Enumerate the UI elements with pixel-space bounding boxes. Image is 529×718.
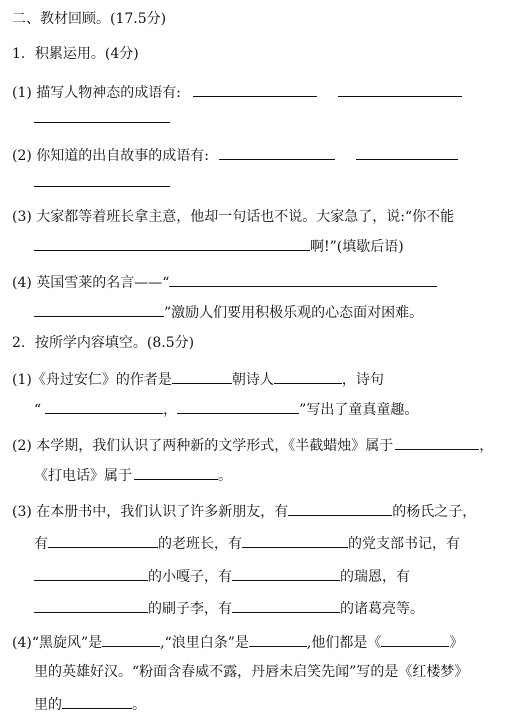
q1-item-1 bbox=[12, 82, 462, 102]
text-xiao-gazi: 的小嘎子，有 bbox=[148, 569, 232, 585]
answer-blank[interactable] bbox=[34, 566, 148, 581]
text-de: 里的 bbox=[34, 697, 62, 713]
text-squad-leader: 的老班长，有 bbox=[158, 536, 242, 552]
answer-blank[interactable] bbox=[242, 533, 348, 548]
q2-item-3-cont-2 bbox=[34, 566, 410, 586]
period: 。 bbox=[132, 697, 146, 713]
q1-item-4-text: (4) 英国雪莱的名言——“ bbox=[12, 275, 170, 291]
q2-item-4-cont-2 bbox=[34, 694, 146, 714]
q2-item-4-text-2: ,“浪里白条”是 bbox=[160, 635, 249, 651]
q1-heading: 1．积累运用。(4分) bbox=[12, 46, 139, 62]
q1-item-4 bbox=[12, 272, 437, 292]
q1-item-1-text: (1) 描写人物神态的成语有: bbox=[12, 85, 181, 101]
answer-blank[interactable] bbox=[381, 632, 449, 647]
q1-item-2-text: (2) 你知道的出自故事的成语有: bbox=[12, 148, 209, 164]
q2-item-3-cont-1 bbox=[34, 533, 460, 553]
answer-blank[interactable] bbox=[338, 82, 462, 97]
answer-blank[interactable] bbox=[48, 533, 158, 548]
comma: ， bbox=[163, 402, 178, 418]
answer-blank[interactable] bbox=[169, 272, 437, 287]
text-zhuge-liang: 的诸葛亮等。 bbox=[340, 601, 424, 617]
close-book-title: 》 bbox=[449, 635, 464, 651]
text-party-secretary: 的党支部书记，有 bbox=[348, 536, 460, 552]
q1-item-4-end: ”激励人们要用积极乐观的心态面对困难。 bbox=[164, 305, 424, 321]
q1-item-1-cont bbox=[34, 108, 170, 128]
q1-item-4-cont bbox=[34, 302, 423, 322]
answer-blank[interactable] bbox=[232, 566, 340, 581]
text-ryan: 的瑞恩，有 bbox=[340, 569, 410, 585]
answer-blank[interactable] bbox=[34, 172, 170, 187]
answer-blank[interactable] bbox=[356, 145, 458, 160]
section-title: 二、教材回顾。(17.5分) bbox=[12, 11, 167, 27]
q1-item-2-cont bbox=[34, 172, 170, 192]
open-quote: “ bbox=[34, 402, 42, 418]
answer-blank[interactable] bbox=[134, 465, 218, 480]
q2-item-4-cont-1: 里的英雄好汉。“粉面含春威不露，丹唇未启笑先闻”写的是《红楼梦》 bbox=[34, 664, 469, 680]
q2-item-1 bbox=[12, 369, 384, 389]
q2-item-4-text-3: ,他们都是《 bbox=[306, 635, 382, 651]
q2-item-3 bbox=[12, 501, 476, 521]
q1-item-3-end: 啊!”(填歇后语) bbox=[310, 239, 404, 255]
answer-blank[interactable] bbox=[274, 369, 342, 384]
q2-item-1-text-3: ，诗句 bbox=[341, 372, 384, 388]
answer-blank[interactable] bbox=[45, 399, 163, 414]
q2-item-2-cont bbox=[34, 465, 232, 485]
answer-blank[interactable] bbox=[34, 598, 148, 613]
text-brush-li: 的刷子李，有 bbox=[148, 601, 232, 617]
answer-blank[interactable] bbox=[34, 236, 310, 251]
q2-item-1-text-2: 朝诗人 bbox=[231, 372, 274, 388]
answer-blank[interactable] bbox=[62, 694, 132, 709]
text-you: 有 bbox=[34, 536, 48, 552]
answer-blank[interactable] bbox=[102, 632, 160, 647]
answer-blank[interactable] bbox=[177, 399, 299, 414]
q2-item-3-text-2: 的杨氏之子， bbox=[392, 504, 477, 520]
q2-item-1-text: (1)《舟过安仁》的作者是 bbox=[12, 372, 172, 388]
answer-blank[interactable] bbox=[249, 632, 307, 647]
q2-item-1-cont bbox=[34, 399, 418, 419]
q2-item-4-text: (4)“黑旋风”是 bbox=[12, 635, 103, 651]
answer-blank[interactable] bbox=[172, 369, 232, 384]
answer-blank[interactable] bbox=[193, 82, 317, 97]
q2-item-1-end: ”写出了童真童趣。 bbox=[299, 402, 419, 418]
q2-heading: 2．按所学内容填空。(8.5分) bbox=[12, 335, 195, 351]
q2-item-3-text: (3) 在本册书中，我们认识了许多新朋友，有 bbox=[12, 504, 289, 520]
answer-blank[interactable] bbox=[34, 302, 164, 317]
q1-item-3: (3) 大家都等着班长拿主意，他却一句话也不说。大家急了，说:“你不能 bbox=[12, 209, 455, 225]
answer-blank[interactable] bbox=[34, 108, 170, 123]
answer-blank[interactable] bbox=[395, 435, 479, 450]
answer-blank[interactable] bbox=[288, 501, 392, 516]
answer-blank[interactable] bbox=[219, 145, 335, 160]
q1-item-2 bbox=[12, 145, 458, 165]
q2-item-4 bbox=[12, 632, 463, 652]
period: 。 bbox=[218, 468, 232, 484]
q2-item-2-text-2: 《打电话》属于 bbox=[34, 468, 132, 484]
q2-item-2-text: (2) 本学期，我们认识了两种新的文学形式，《半截蜡烛》属于 bbox=[12, 438, 394, 454]
q1-item-3-cont bbox=[34, 236, 404, 256]
q2-item-2 bbox=[12, 435, 493, 455]
comma: ， bbox=[479, 438, 494, 454]
q2-item-3-cont-3 bbox=[34, 598, 424, 618]
answer-blank[interactable] bbox=[232, 598, 340, 613]
